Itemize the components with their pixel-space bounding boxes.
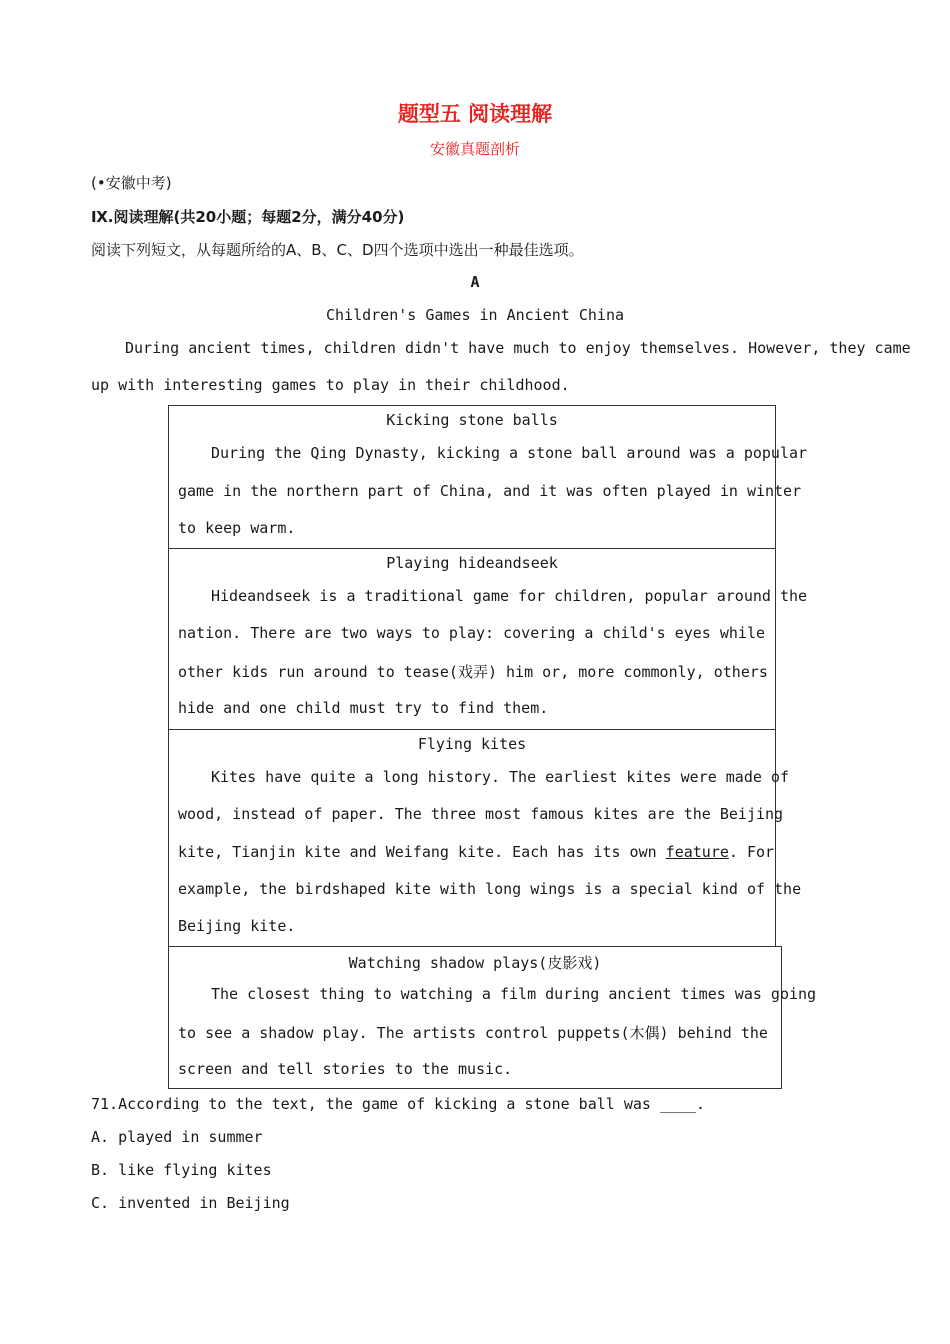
box-heading: Flying kites — [417, 735, 527, 753]
box-line-tail: . For — [728, 843, 775, 861]
box-line: to see a shadow play. The artists control puppets(木偶) behind the — [178, 1024, 768, 1042]
box-line: During the Qing Dynasty, kicking a stone ball around was a popular — [211, 444, 808, 462]
page-subtitle: 安徽真题剖析 — [429, 140, 520, 158]
game-box-shadow-plays — [168, 946, 817, 1089]
box-heading: Kicking stone balls — [386, 411, 558, 429]
game-box-kicking-stone-balls — [168, 405, 808, 549]
question-stem: 71.According to the text, the game of kicking a stone ball was ____. — [91, 1095, 706, 1113]
option-b: B. like flying kites — [91, 1161, 272, 1179]
box-line: The closest thing to watching a film during ancient times was going — [211, 985, 817, 1003]
box-heading: Playing hideandseek — [386, 554, 558, 572]
box-line: hide and one child must try to find them. — [178, 699, 549, 717]
box-line: wood, instead of paper. The three most famous kites are the Beijing — [178, 805, 784, 823]
section-heading — [91, 206, 404, 227]
underlined-word: feature — [665, 843, 729, 861]
box-line-text: kite, Tianjin kite and Weifang kite. Each has its own — [178, 843, 666, 861]
box-line: Kites have quite a long history. The earliest kites were made of — [211, 768, 789, 786]
game-box-flying-kites — [168, 729, 802, 947]
box-line: Beijing kite. — [178, 917, 296, 935]
box-line: Hideandseek is a traditional game for children, popular around the — [211, 587, 808, 605]
source-note: (•安徽中考) — [91, 174, 172, 192]
box-line: game in the northern part of China, and it was often played in winter — [178, 482, 802, 500]
page-title: 题型五 阅读理解 — [397, 102, 553, 126]
instruction-text: 阅读下列短文，从每题所给的A、B、C、D四个选项中选出一种最佳选项。 — [91, 241, 584, 259]
box-line: to keep warm. — [178, 519, 296, 537]
box-heading: Watching shadow plays(皮影戏) — [348, 954, 602, 972]
passage-label: A — [470, 273, 480, 291]
intro-line-2: up with interesting games to play in their childhood. — [91, 376, 570, 394]
box-line-with-underline — [178, 843, 774, 861]
section-text: Ⅸ.阅读理解(共20小题；每题2分，满分40分) — [91, 208, 405, 226]
option-a: A. played in summer — [91, 1128, 263, 1146]
box-line: screen and tell stories to the music. — [178, 1060, 513, 1078]
box-line: example, the birdshaped kite with long wings is a special kind of the — [178, 880, 802, 898]
intro-line-1: During ancient times, children didn't have much to enjoy themselves. However, they came — [125, 339, 911, 357]
option-c: C. invented in Beijing — [91, 1194, 290, 1212]
passage-title: Children's Games in Ancient China — [325, 306, 624, 324]
box-line: nation. There are two ways to play: covering a child's eyes while — [178, 624, 765, 642]
box-line: other kids run around to tease(戏弄) him or, more commonly, others — [178, 663, 768, 681]
game-box-hide-and-seek — [168, 548, 808, 730]
